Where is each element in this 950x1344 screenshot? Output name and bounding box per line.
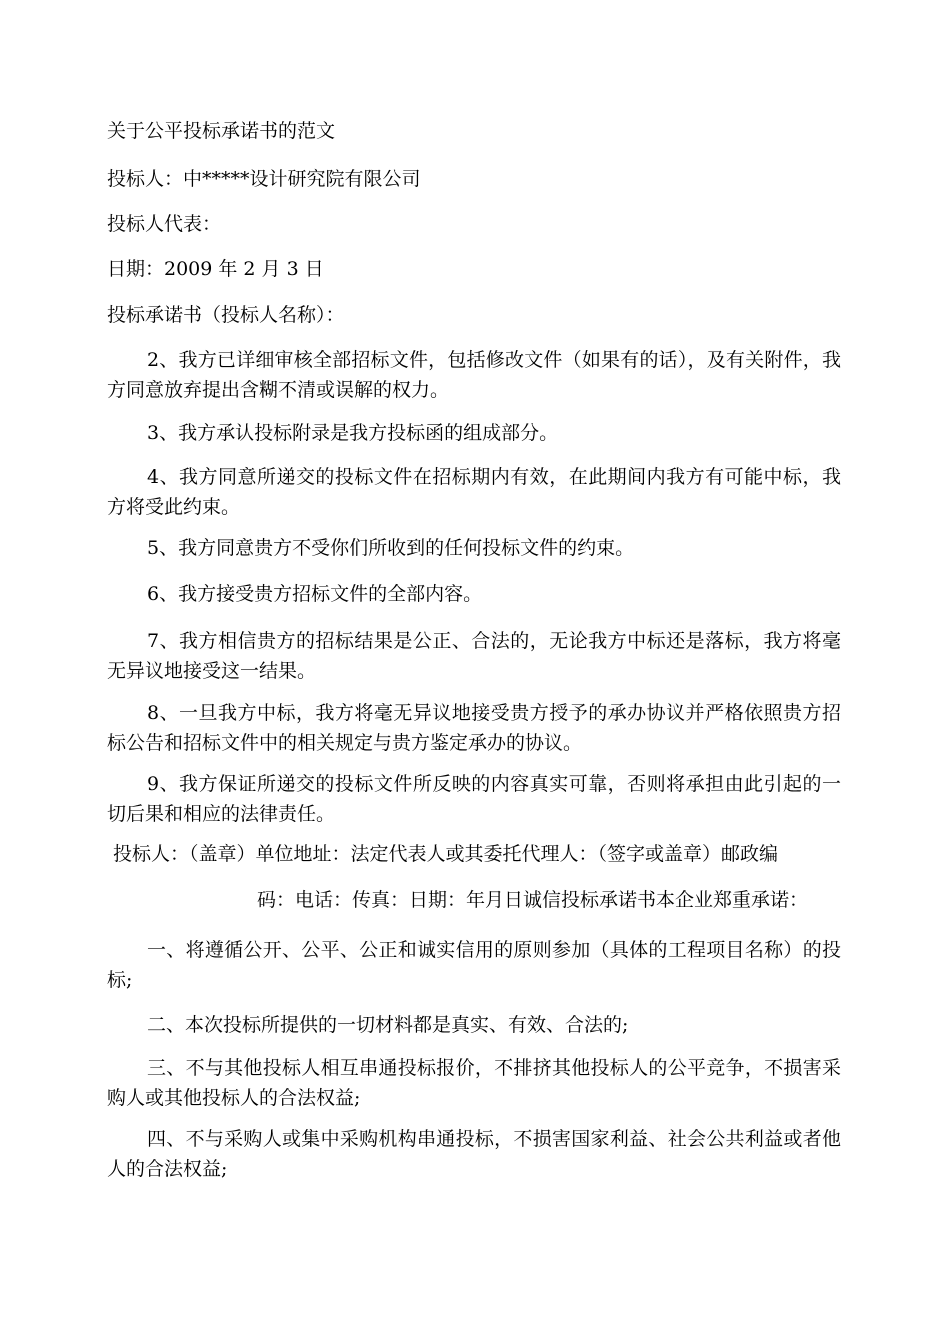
paragraph: 9、我方保证所递交的投标文件所反映的内容真实可靠，否则将承担由此引起的一切后果和相应的法律责任。 bbox=[107, 773, 841, 825]
document-title: 关于公平投标承诺书的范文 bbox=[107, 120, 336, 142]
commitment-item: 三、不与其他投标人相互串通投标报价，不排挤其他投标人的公平竞争，不损害采购人或其他投标人的合法权益; bbox=[107, 1057, 841, 1109]
commitment-item: 一、将遵循公开、公平、公正和诚实信用的原则参加（具体的工程项目名称）的投标; bbox=[107, 939, 841, 991]
bidder-line: 投标人：中*****设计研究院有限公司 bbox=[107, 168, 421, 190]
paragraph: 6、我方接受贵方招标文件的全部内容。 bbox=[147, 583, 483, 605]
date-line: 日期：2009 年 2 月 3 日 bbox=[107, 258, 324, 280]
representative-line: 投标人代表： bbox=[107, 213, 222, 235]
signature-line-continued: 码：电话：传真：日期：年月日诚信投标承诺书本企业郑重承诺： bbox=[257, 889, 809, 911]
paragraph: 8、一旦我方中标，我方将毫无异议地接受贵方授予的承办协议并严格依照贵方招标公告和招标文件中的相关规定与贵方鉴定承办的协议。 bbox=[107, 702, 841, 754]
letter-heading: 投标承诺书（投标人名称）： bbox=[107, 304, 345, 326]
paragraph: 7、我方相信贵方的招标结果是公正、合法的，无论我方中标还是落标，我方将毫无异议地接受这一结果。 bbox=[107, 630, 841, 682]
paragraph: 2、我方已详细审核全部招标文件，包括修改文件（如果有的话），及有关附件，我方同意放弃提出含糊不清或误解的权力。 bbox=[107, 349, 841, 401]
paragraph: 3、我方承认投标附录是我方投标函的组成部分。 bbox=[147, 422, 559, 444]
commitment-item: 四、不与采购人或集中采购机构串通投标，不损害国家利益、社会公共利益或者他人的合法权益; bbox=[107, 1128, 841, 1180]
paragraph: 5、我方同意贵方不受你们所收到的任何投标文件的约束。 bbox=[147, 537, 635, 559]
paragraph: 4、我方同意所递交的投标文件在招标期内有效，在此期间内我方有可能中标，我方将受此约束。 bbox=[107, 466, 841, 518]
signature-line: 投标人：（盖章）单位地址：法定代表人或其委托代理人：（签字或盖章）邮政编 bbox=[113, 843, 779, 865]
commitment-item: 二、本次投标所提供的一切材料都是真实、有效、合法的; bbox=[147, 1014, 629, 1036]
